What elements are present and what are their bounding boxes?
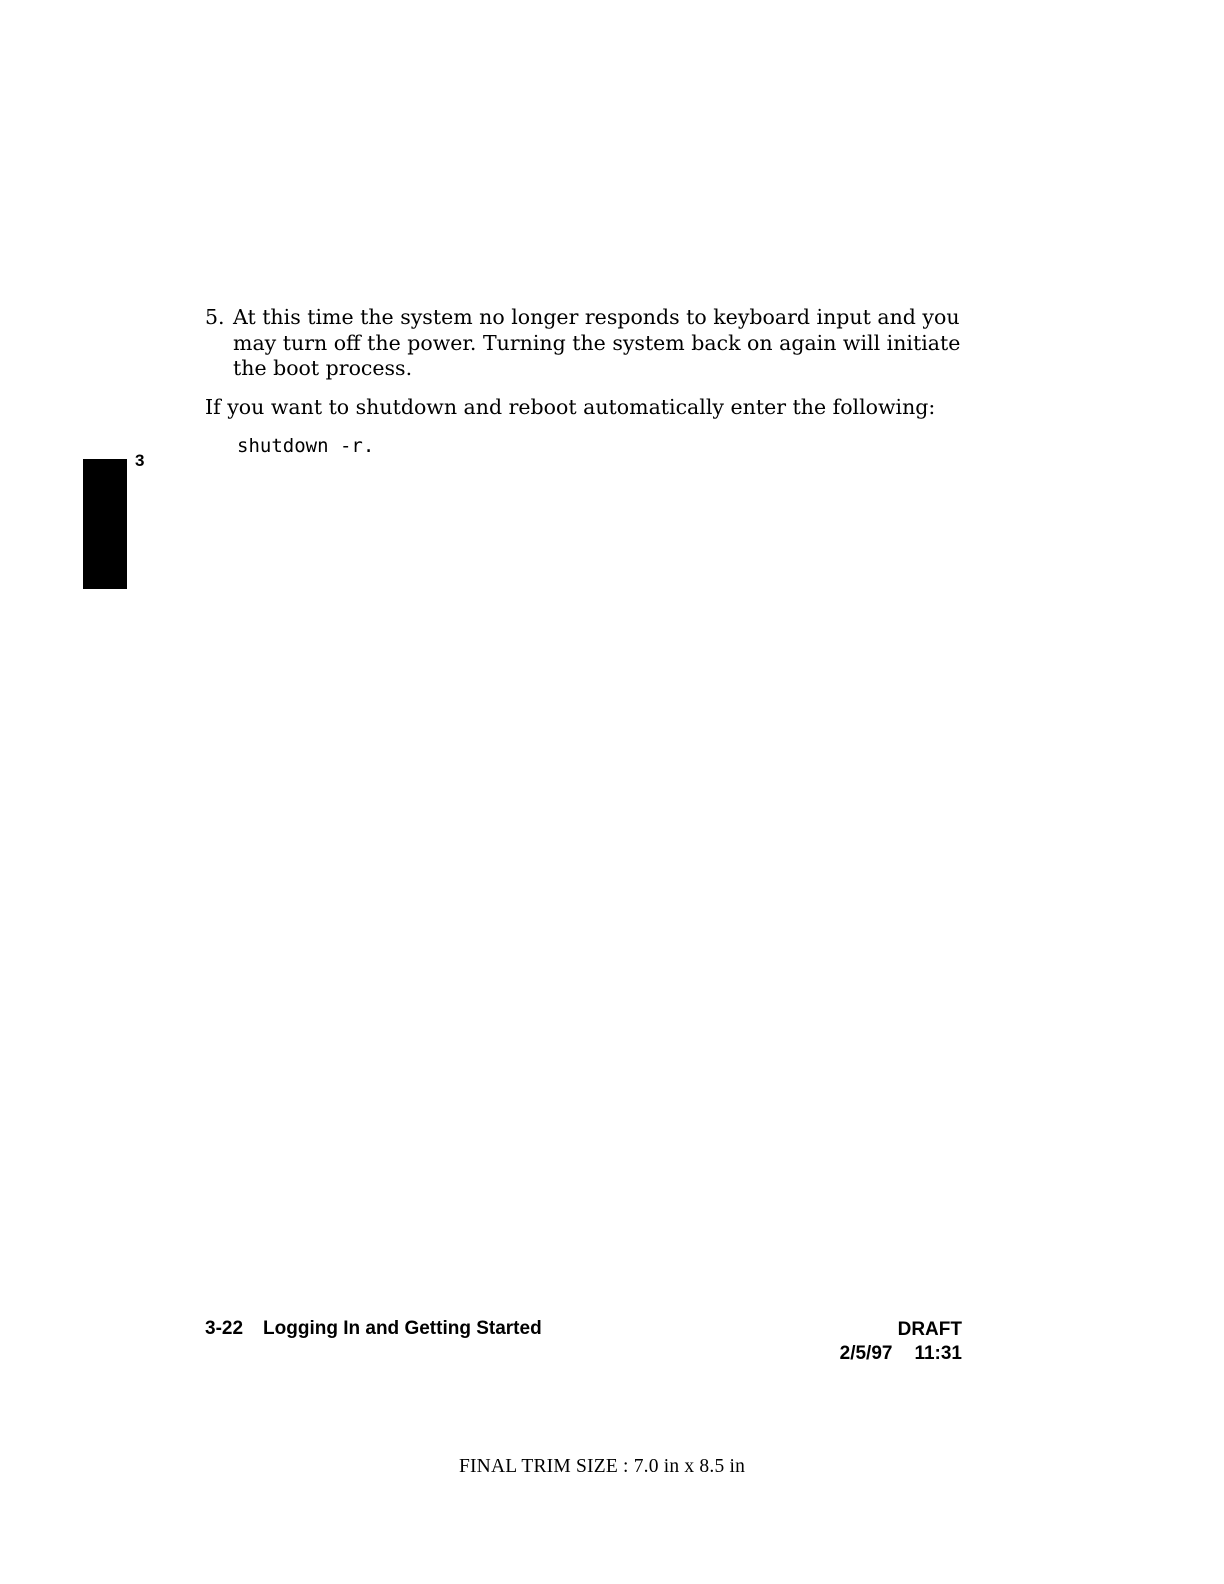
trim-size-note: FINAL TRIM SIZE : 7.0 in x 8.5 in (458, 1456, 746, 1477)
page-number: 3-22 (205, 1318, 244, 1339)
chapter-number: 3 (135, 451, 145, 470)
page-footer-right (840, 1318, 962, 1366)
step-text: At this time the system no longer responds to keyboard input and you may turn off the power. Turning the system back on again will initiate the boot process. (233, 305, 961, 380)
section-title: Logging In and Getting Started (263, 1318, 542, 1339)
shutdown-command: shutdown -r. (237, 435, 375, 457)
draft-timestamp (840, 1342, 962, 1366)
page-footer-left (205, 1318, 542, 1340)
step-5 (205, 305, 965, 382)
step-number: 5. (205, 305, 225, 329)
draft-label: DRAFT (897, 1319, 962, 1340)
draft-date: 2/5/97 (839, 1343, 893, 1364)
chapter-thumb-tab (83, 459, 127, 589)
draft-time: 11:31 (914, 1343, 962, 1364)
reboot-instruction: If you want to shutdown and reboot automatically enter the following: (205, 395, 936, 419)
